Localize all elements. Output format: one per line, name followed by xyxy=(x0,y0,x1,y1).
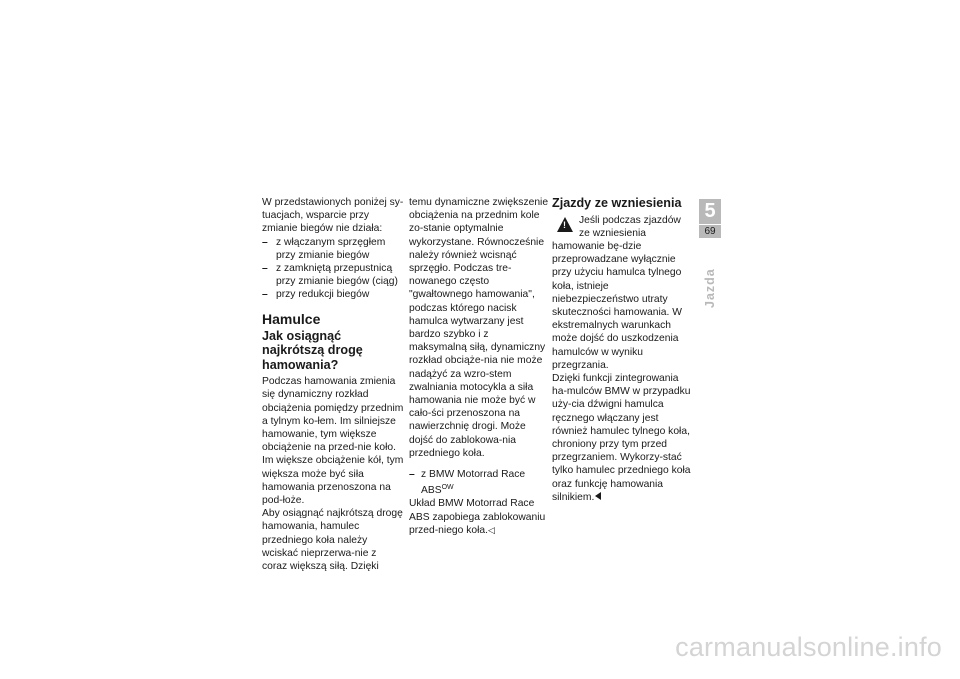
bullet-list xyxy=(262,236,404,302)
bullet-item: – z zamkniętą przepustnicą przy zmianie biegów (ciąg) xyxy=(262,262,404,288)
warning-paragraph: Jeśli podczas zjazdów ze wzniesienia hamowanie bę-dzie przeprowadzane wyłącznie przy użyciu hamulca tylnego koła, istnieje niebezpieczeństwo utraty skuteczności hamowania. W ekstremalnych warunkach może dojść do uszkodzenia hamulców w wyniku przegrzania. xyxy=(552,214,682,371)
section-heading: Zjazdy ze wzniesienia xyxy=(552,196,682,210)
body-paragraph xyxy=(409,497,549,537)
chapter-number: 5 xyxy=(704,200,716,222)
warning-block xyxy=(552,214,692,372)
abs-item-label: z BMW Motorrad Race ABS xyxy=(421,469,526,497)
intro-paragraph: W przedstawionych poniżej sy-tuacjach, wsparcie przy zmianie biegów nie działa: xyxy=(262,197,404,235)
end-mark-icon: ◁ xyxy=(488,524,495,535)
bullet-item: – z włączanym sprzęgłem przy zmianie biegów xyxy=(262,236,404,262)
chapter-divider xyxy=(699,224,721,225)
section-heading: Hamulce xyxy=(262,310,321,327)
warning-symbol: ! xyxy=(563,219,566,230)
abs-bullet-item xyxy=(409,468,549,497)
body-paragraph: temu dynamiczne zwiększenie obciążenia na przednim kole zo-stanie optymalnie wykorzystane. Równocześnie należy również wcisnąć sprzęgło. Podczas tre-nowanego często "gwałtownego hamowania", podczas którego nacisk hamulca wytwarzany jest bardzo szybko i z maksymalną siłą, dynamiczny rozkład obciąże-nia nie może nadążyć za wzro-stem zwalniania motocykla a siła hamowania nie może być w cało-ści przenoszona na nawierzchnię drogi. Może dojść do zablokowa-nia przedniego koła. xyxy=(409,197,549,459)
page-number: 69 xyxy=(704,226,716,237)
integral-brake-text: Dzięki funkcji zintegrowania ha-mulców BMW w przypadku uży-cia dźwigni hamulca ręcznego włączany jest również hamulec tylnego koła, chroniony przy tym przed przegrzaniem. Wykorzy-stać tylko hamulec przedniego koła oraz funkcję hamowania silnikiem. xyxy=(552,372,691,503)
abs-paragraph-text: Układ BMW Motorrad Race ABS zapobiega zablokowaniu przed-niego koła. xyxy=(409,498,546,536)
body-paragraph: Podczas hamowania zmienia się dynamiczny rozkład obciążenia pomiędzy przednim a tylnym ko-łem. Im silniejsze hamowanie, tym większe obciążenie na przed-nie koło. Im większe obciążenie kół, tym większa może być siła hamowania przenoszona na pod-łoże. xyxy=(262,376,404,506)
subheading: Jak osiągnąć najkrótszą drogę hamowania? xyxy=(262,328,363,372)
body-paragraph xyxy=(552,372,692,504)
chapter-side-label: Jazda xyxy=(703,268,717,308)
column-1 xyxy=(262,196,404,573)
watermark: carmanualsonline.info xyxy=(675,632,942,662)
end-mark-icon xyxy=(595,492,601,500)
column-2 xyxy=(409,196,549,537)
abs-item-superscript: OW xyxy=(441,484,454,492)
body-paragraph: Aby osiągnąć najkrótszą drogę hamowania, hamulec przedniego koła należy wciskać nieprzerwa-nie z coraz większą siłą. Dzięki xyxy=(262,508,403,572)
column-3 xyxy=(552,196,692,504)
warning-triangle-icon xyxy=(557,217,573,232)
bullet-item: – przy redukcji biegów xyxy=(262,288,404,301)
